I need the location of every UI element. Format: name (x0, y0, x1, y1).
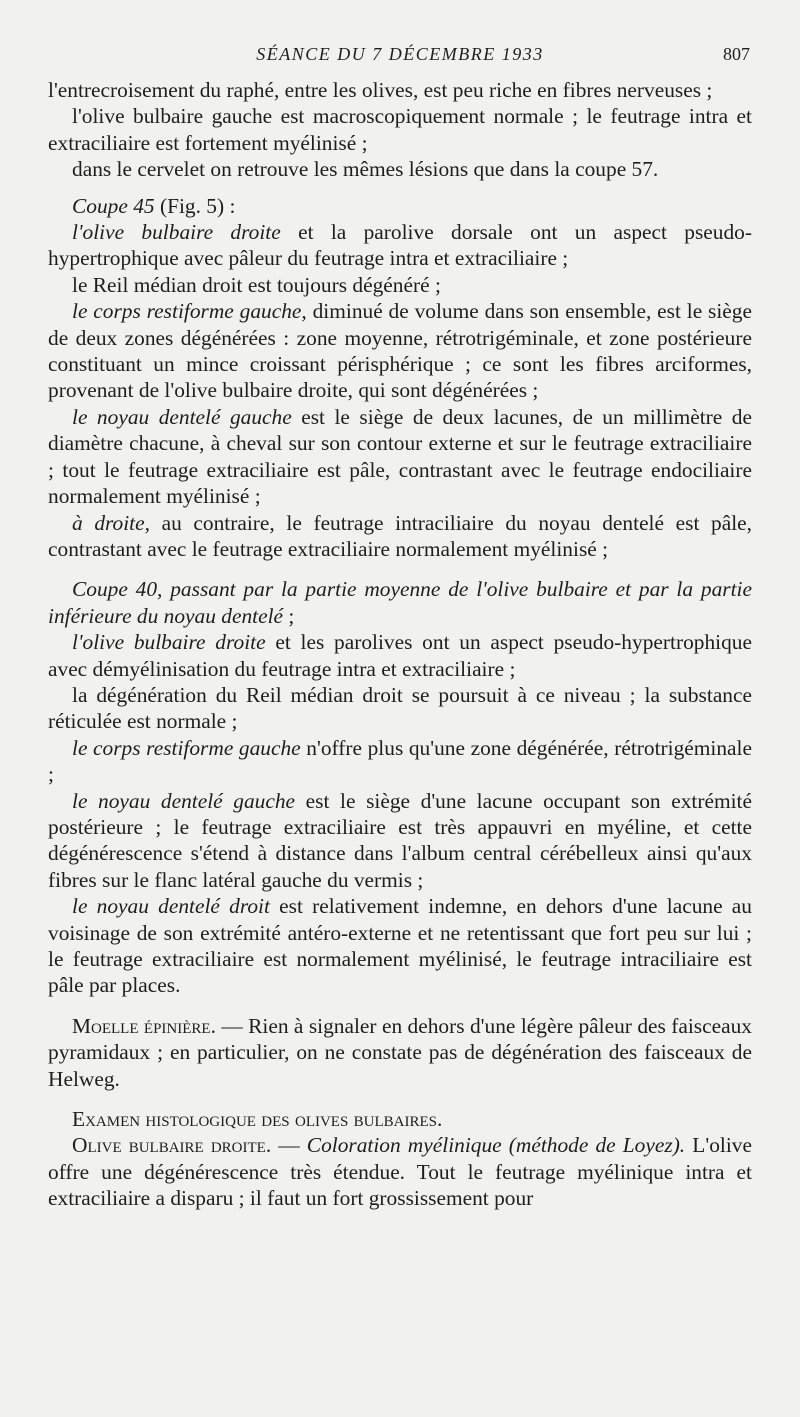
paragraph-18-dash: — (271, 1133, 307, 1158)
paragraph-13-lead: le corps restiforme gauche (72, 735, 301, 760)
paragraph-13-text: n'offre plus qu'une zone dégénérée, rétrotrigéminale ; (48, 735, 752, 787)
page-number: 807 (723, 44, 750, 64)
paragraph-5 (48, 219, 752, 272)
paragraph-8-text: est le siège de deux lacunes, de un millimètre de diamètre chacune, à cheval sur son contour externe et sur le feutrage extraciliaire ; tout le feutrage extraciliaire est pâle, contrastant avec le feutrage endociliaire normalement myélinisé ; (48, 404, 752, 509)
paragraph-3: dans le cervelet on retrouve les mêmes lésions que dans la coupe 57. (72, 157, 659, 182)
paragraph-8-lead: le noyau dentelé gauche (72, 404, 292, 429)
paragraph-9-text: au contraire, le feutrage intraciliaire du noyau dentelé est pâle, contrastant avec le feutrage extraciliaire normalement myélinisé ; (48, 510, 752, 561)
paragraph-13 (48, 735, 752, 788)
paragraph-15-lead: le noyau dentelé droit (72, 894, 270, 919)
paragraph-15-text: est relativement indemne, en dehors d'une lacune au voisinage de son extrémité antéro-externe et ne retentissant que fort peu sur lui ; le feutrage extraciliaire est normalement myélinisé, le feutrage intraciliaire est pâle par places. (48, 894, 752, 998)
paragraph-15 (48, 893, 752, 999)
paragraph-16 (48, 1013, 752, 1092)
moelle-heading: Moelle épinière. (72, 1013, 216, 1038)
page-header (0, 36, 800, 72)
paragraph-9 (48, 510, 752, 563)
paragraph-16-text: — Rien à signaler en dehors d'une légère pâleur des faisceaux pyramidaux ; en particulier, on ne constate pas de dégénération des faisceaux de Helweg. (48, 1013, 753, 1091)
paragraph-7-lead: le corps restiforme gauche, (72, 299, 307, 324)
body-text (48, 77, 752, 1212)
paragraph-10 (48, 576, 752, 629)
paragraph-1: l'entrecroisement du raphé, entre les olives, est peu riche en fibres nerveuses ; (48, 78, 713, 102)
paragraph-4 (48, 193, 752, 219)
paragraph-7-text: diminué de volume dans son ensemble, est le siège de deux zones dégénérées : zone moyenne, rétrotrigéminale, et zone postérieure constituant un mince croissant périsphérique ; ce sont les fibres arciformes, provenant de l'olive bulbaire droite, qui sont dégénérées ; (48, 299, 752, 403)
paragraph-2: l'olive bulbaire gauche est macroscopiquement normale ; le feutrage intra et extraciliaire est fortement myélinisé ; (48, 104, 752, 155)
paragraph-5-lead: l'olive bulbaire droite (72, 220, 281, 245)
paragraph-5-text: et la parolive dorsale ont un aspect pseudo-hypertrophique avec pâleur du feutrage intra et extraciliaire ; (48, 220, 753, 271)
paragraph-11-text: et les parolives ont un aspect pseudo-hypertrophique avec démyélinisation du feutrage intra et extraciliaire ; (48, 630, 752, 681)
paragraph-7 (48, 298, 752, 404)
paragraph-14-lead: le noyau dentelé gauche (72, 788, 296, 813)
coloration-heading: Coloration myélinique (méthode de Loyez). (306, 1133, 686, 1158)
paragraph-6: le Reil médian droit est toujours dégénéré ; (72, 272, 441, 297)
paragraph-8 (48, 404, 752, 510)
paragraph-11 (48, 629, 752, 682)
paragraph-17 (48, 1106, 752, 1132)
paragraph-18 (48, 1132, 752, 1211)
examen-heading: Examen histologique des olives bulbaires. (72, 1107, 443, 1132)
paragraph-12: la dégénération du Reil médian droit se poursuit à ce niveau ; la substance réticulée est normale ; (48, 682, 752, 734)
coupe-45-heading: Coupe 45 (72, 193, 155, 218)
paragraph-11-lead: l'olive bulbaire droite (72, 630, 266, 655)
olive-droite-heading: Olive bulbaire droite. (72, 1133, 272, 1158)
paragraph-14 (48, 788, 752, 894)
coupe-40-heading: Coupe 40, passant par la partie moyenne de l'olive bulbaire et par la partie inférieure du noyau dentelé (48, 577, 752, 628)
paragraph-9-lead: à droite, (72, 510, 150, 535)
paragraph-4-text: (Fig. 5) : (154, 193, 236, 218)
paragraph-10-text: ; (283, 603, 295, 628)
paragraph-14-text: est le siège d'une lacune occupant son extrémité postérieure ; le feutrage extraciliaire est très appauvri en myéline, et cette dégénérescence s'étend à distance dans l'album central cérébelleux ainsi qu'aux fibres sur le flanc latéral gauche du vermis ; (48, 788, 752, 892)
running-head: SÉANCE DU 7 DÉCEMBRE 1933 (256, 44, 544, 64)
paragraph-18-text: L'olive offre une dégénérescence très étendue. Tout le feutrage myélinique intra et extraciliaire a disparu ; il faut un fort grossissement pour (48, 1133, 752, 1211)
